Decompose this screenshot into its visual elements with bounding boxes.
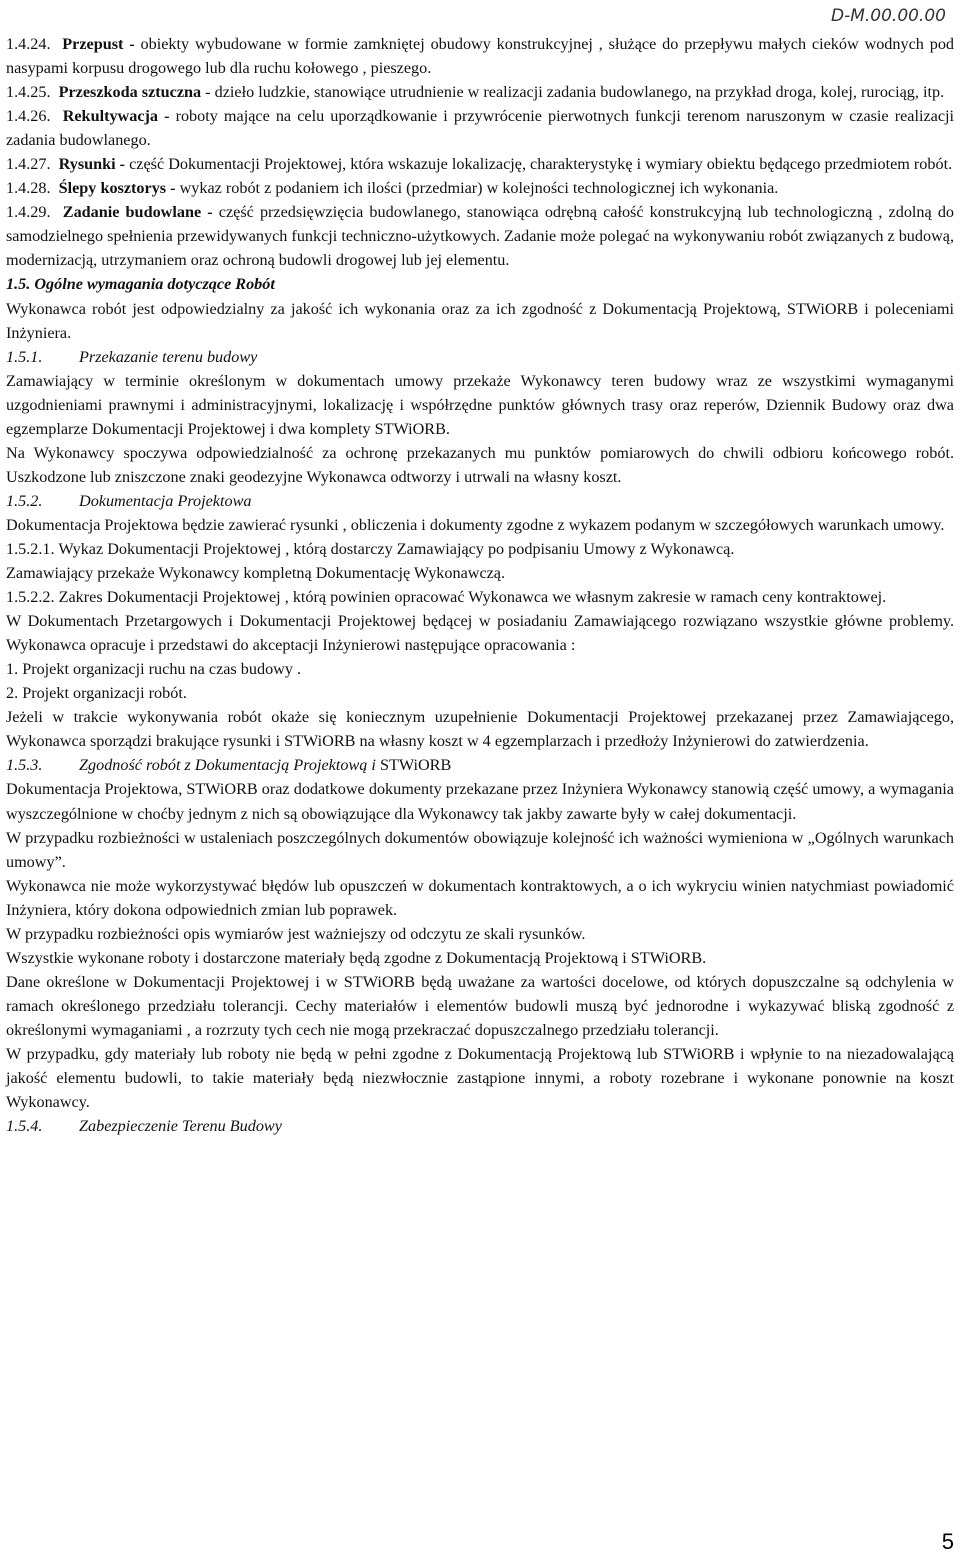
subsection-number: 1.5.1. (6, 347, 43, 366)
def-number: 1.4.24. (6, 35, 51, 53)
subsection-heading-1-5-3 (6, 753, 954, 777)
def-term: Przepust - (62, 35, 135, 53)
def-number: 1.4.27. (6, 155, 51, 174)
definition-1-4-27 (6, 152, 954, 176)
subsection-title: Dokumentacja Projektowa (79, 491, 252, 510)
list-item: 1. Projekt organizacji ruchu na czas budowy . (6, 660, 302, 679)
definition-1-4-25 (6, 80, 954, 104)
subsection-title: Przekazanie terenu budowy (79, 347, 258, 366)
def-number: 1.4.26. (6, 107, 51, 126)
paragraph: Dokumentacja Projektowa będzie zawierać rysunki , obliczenia i dokumenty zgodne z wykazem podanym w szczegółowych warunkach umowy. (6, 515, 945, 534)
subsection-heading-1-5-2 (6, 489, 954, 513)
definition-1-4-26 (6, 104, 954, 152)
subsection-heading-1-5-1 (6, 345, 954, 369)
page-number: 5 (941, 1529, 954, 1554)
def-text: - dzieło ludzkie, stanowiące utrudnienie w realizacji zadania budowlanego, na przykład droga, kolej, rurociąg, itp. (205, 83, 945, 102)
subsection-title: Zabezpieczenie Terenu Budowy (79, 1117, 282, 1136)
definition-1-4-29 (6, 200, 954, 272)
paragraph: Na Wykonawcy spoczywa odpowiedzialność za ochronę przekazanych mu punktów pomiarowych do chwili odbioru końcowego robót. Uszkodzone lub zniszczone znaki geodezyjne Wykonawca odtworzy i utrwali na własny koszt. (6, 443, 954, 486)
paragraph: Dokumentacja Projektowa, STWiORB oraz dodatkowe dokumenty przekazane przez Inżyniera Wykonawcy stanowią część umowy, a wymagania wyszczególnione w choćby jednym z nich są obowiązujące dla Wykonawcy tak jakby zawarte były w całej dokumentacji. (6, 780, 954, 823)
paragraph: W Dokumentach Przetargowych i Dokumentacji Projektowej będącej w posiadaniu Zamawiającego rozwiązano wszystkie główne problemy. Wykonawca opracuje i przedstawi do akceptacji Inżynierowi następujące opracowania : (6, 612, 954, 655)
def-text: wykaz robót z podaniem ich ilości (przedmiar) w kolejności technologicznej ich wykonania. (179, 179, 779, 198)
paragraph: W przypadku rozbieżności w ustaleniach poszczególnych dokumentów obowiązuje kolejność ich ważności wymieniona w „Ogólnych warunkach umowy”. (6, 828, 954, 871)
def-number: 1.4.29. (6, 203, 51, 222)
definition-1-4-24 (6, 32, 954, 80)
def-number: 1.4.25. (6, 83, 51, 102)
paragraph: W przypadku, gdy materiały lub roboty nie będą w pełni zgodne z Dokumentacją Projektową lub STWiORB i wpłynie to na niezadowalającą jakość elementu budowli, to takie materiały będą niezwłocznie zastąpione innymi, a roboty rozebrane i wykonane ponownie na koszt Wykonawcy. (6, 1044, 954, 1112)
paragraph: Zamawiający przekaże Wykonawcy kompletną Dokumentację Wykonawczą. (6, 564, 506, 583)
def-term: Zadanie budowlane - (62, 203, 213, 222)
paragraph: Wykonawca nie może wykorzystywać błędów lub opuszczeń w dokumentach kontraktowych, a o ich wykryciu winien natychmiast powiadomić Inżyniera, który dokona odpowiednich zmian lub poprawek. (6, 876, 954, 919)
subsection-title-tail: STWiORB (379, 756, 452, 775)
section-1-5-intro: Wykonawca robót jest odpowiedzialny za jakość ich wykonania oraz za ich zgodność z Dokumentacją Projektową, STWiORB i poleceniami Inżyniera. (6, 299, 954, 342)
definition-1-4-28 (6, 176, 954, 200)
subsection-title: Zgodność robót z Dokumentacją Projektową i (79, 756, 376, 775)
paragraph: W przypadku rozbieżności opis wymiarów jest ważniejszy od odczytu ze skali rysunków. (6, 924, 586, 943)
page-content (6, 35, 954, 1138)
def-term: Rekultywacja - (62, 107, 170, 126)
def-text: obiekty wybudowane w formie zamkniętej obudowy konstrukcyjnej , służące do przepływu małych cieków wodnych pod nasypami korpusu drogowego lub dla ruchu kołowego , pieszego. (6, 35, 955, 78)
paragraph: 1.5.2.1. Wykaz Dokumentacji Projektowej , którą dostarczy Zamawiający po podpisaniu Umowy z Wykonawcą. (6, 539, 735, 558)
subsection-heading-1-5-4 (6, 1114, 954, 1138)
paragraph: Jeżeli w trakcie wykonywania robót okaże się koniecznym uzupełnienie Dokumentacji Projektowej przekazanej przez Zamawiającego, Wykonawca sporządzi brakujące rysunki i STWiORB na własny koszt w 4 egzemplarzach i przedłoży Inżynierowi do zatwierdzenia. (6, 708, 954, 751)
list-item: 2. Projekt organizacji robót. (6, 684, 187, 703)
subsection-number: 1.5.2. (6, 491, 43, 510)
def-number: 1.4.28. (6, 179, 51, 198)
section-heading-1-5: 1.5. Ogólne wymagania dotyczące Robót (6, 275, 275, 294)
def-term: Ślepy kosztorys - (58, 179, 176, 198)
subsection-number: 1.5.4. (6, 1117, 43, 1136)
def-text: część przedsięwzięcia budowlanego, stanowiąca odrębną całość konstrukcyjną lub technologiczną , zdolną do samodzielnego spełnienia przewidywanych funkcji techniczno-użytkowych. Zadanie może polegać na wykonywaniu robót związanych z budową, modernizacją, utrzymaniem oraz ochroną budowli drogowej lub jej elementu. (6, 203, 955, 270)
def-term: Rysunki - (58, 155, 126, 174)
paragraph: Dane określone w Dokumentacji Projektowej i w STWiORB będą uważane za wartości docelowe, od których dopuszczalne są odchylenia w ramach określonego przedziału tolerancji. Cechy materiałów i elementów budowli muszą być jednorodne i wykazywać bliską zgodność z określonymi wymaganiami , a rozrzuty tych cech nie mogą przekraczać dopuszczalnego przedziału tolerancji. (6, 972, 954, 1039)
def-text: część Dokumentacji Projektowej, która wskazuje lokalizację, charakterystykę i wymiary obiektu będącego przedmiotem robót. (129, 155, 953, 174)
def-term: Przeszkoda sztuczna (58, 83, 202, 102)
subsection-number: 1.5.3. (6, 756, 43, 775)
def-text: roboty mające na celu uporządkowanie i przywrócenie pierwotnych funkcji terenom naruszonym w czasie realizacji zadania budowlanego. (6, 107, 955, 150)
paragraph: 1.5.2.2. Zakres Dokumentacji Projektowej , którą powinien opracować Wykonawca we własnym zakresie w ramach ceny kontraktowej. (6, 588, 887, 607)
paragraph: Zamawiający w terminie określonym w dokumentach umowy przekaże Wykonawcy teren budowy wraz ze wszystkimi wymaganymi uzgodnieniami prawnymi i administracyjnymi, lokalizację i współrzędne punktów głównych trasy oraz reperów, Dziennik Budowy oraz dwa egzemplarze Dokumentacji Projektowej i dwa komplety STWiORB. (6, 371, 954, 438)
paragraph: Wszystkie wykonane roboty i dostarczone materiały będą zgodne z Dokumentacją Projektową i STWiORB. (6, 948, 707, 967)
document-code: D-M.00.00.00 (831, 6, 946, 26)
